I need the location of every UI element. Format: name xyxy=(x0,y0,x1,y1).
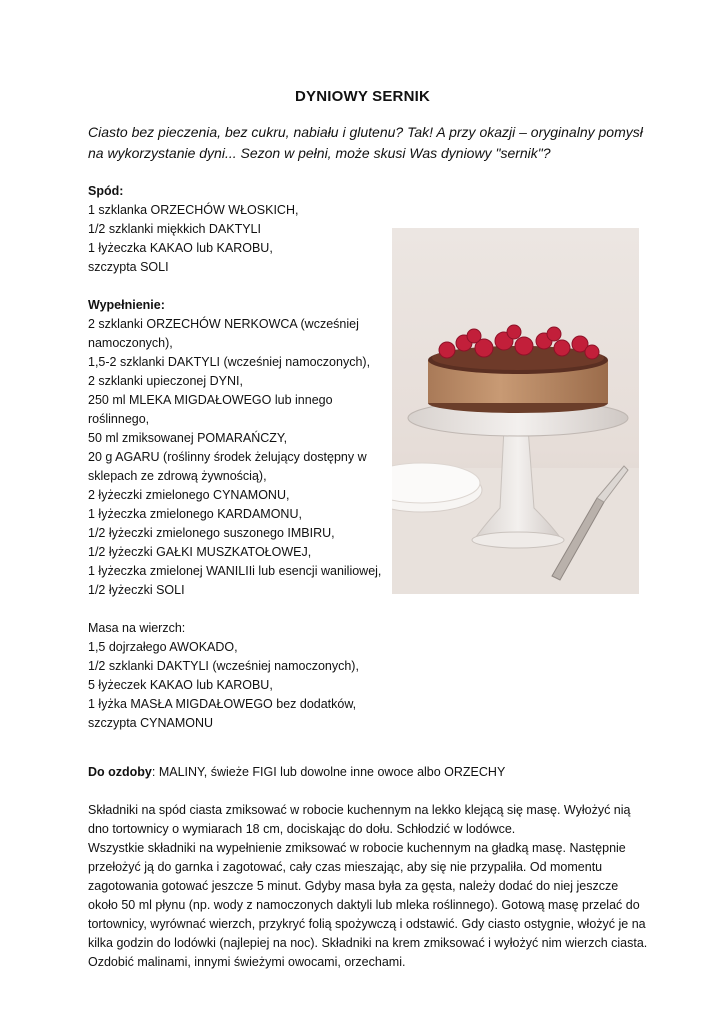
base-item: szczypta SOLI xyxy=(88,260,169,274)
filling-item: 20 g AGARU (roślinny środek żelujący dostępny w sklepach ze zdrową żywnością), xyxy=(88,450,367,483)
decoration-label: Do ozdoby xyxy=(88,765,152,779)
filling-heading: Wypełnienie: xyxy=(88,298,165,312)
base-item: 1/2 szklanki miękkich DAKTYLI xyxy=(88,222,261,236)
base-heading: Spód: xyxy=(88,184,124,198)
cake-photo xyxy=(392,228,639,594)
filling-item: 1 łyżeczka zmielonej WANILIIi lub esencji waniliowej, xyxy=(88,564,382,578)
filling-item: 2 szklanki upieczonej DYNI, xyxy=(88,374,243,388)
filling-item: 50 ml zmiksowanej POMARAŃCZY, xyxy=(88,431,288,445)
filling-item: 1,5-2 szklanki DAKTYLI (wcześniej namoczonych), xyxy=(88,355,371,369)
page-title: DYNIOWY SERNIK xyxy=(294,88,431,105)
topping-item: 1,5 dojrzałego AWOKADO, xyxy=(88,640,238,654)
topping-item: 5 łyżeczek KAKAO lub KAROBU, xyxy=(88,678,273,692)
filling-item: 1/2 łyżeczki zmielonego suszonego IMBIRU, xyxy=(88,526,335,540)
topping-item: 1/2 szklanki DAKTYLI (wcześniej namoczonych), xyxy=(88,659,359,673)
method-paragraph: Składniki na spód ciasta zmiksować w robocie kuchennym na lekko klejącą się masę. Wyłożyć nią dno tortownicy o wymiarach 18 cm, dociskając do dołu. Schłodzić w lodówce. xyxy=(88,803,631,836)
filling-item: 250 ml MLEKA MIGDAŁOWEGO lub innego roślinnego, xyxy=(88,393,333,426)
decoration-text: : MALINY, świeże FIGI lub dowolne inne owoce albo ORZECHY xyxy=(151,765,506,779)
method-paragraph: Wszystkie składniki na wypełnienie zmiksować w robocie kuchennym na gładką masę. Następnie przełożyć ją do garnka i zagotować, cały czas mieszając, aby się nie przypaliła. Od momentu zagotowania gotować jeszcze 5 minut. Gdyby masa była za gęsta, należy dodać do niej jeszcze około 50 ml płynu (np. wody z namoczonych daktyli lub mleka roślinnego). Gotową masę przelać do tortownicy, wyrównać wierzch, przykryć folią spożywczą i odstawić. Gdy ciasto ostygnie, włożyć je na kilka godzin do lodówki (najlepiej na noc). Składniki na krem zmiksować i wyłożyć nim wierzch ciasta. Ozdobić malinami, innymi świeżymi owocami, orzechami. xyxy=(88,841,648,969)
filling-item: 1 łyżeczka zmielonego KARDAMONU, xyxy=(88,507,302,521)
filling-item: 1/2 łyżeczki GAŁKI MUSZKATOŁOWEJ, xyxy=(88,545,312,559)
decoration-line xyxy=(88,763,648,782)
filling-item: 2 łyżeczki zmielonego CYNAMONU, xyxy=(88,488,290,502)
base-item: 1 szklanka ORZECHÓW WŁOSKICH, xyxy=(88,203,299,217)
filling-item: 2 szklanki ORZECHÓW NERKOWCA (wcześniej namoczonych), xyxy=(88,317,359,350)
intro-text: Ciasto bez pieczenia, bez cukru, nabiału i glutenu? Tak! A przy okazji – oryginalny pomysł na wykorzystanie dyni... Sezon w pełni, może skusi Was dyniowy "sernik"? xyxy=(88,124,643,161)
topping-heading: Masa na wierzch: xyxy=(88,621,186,635)
topping-item: 1 łyżka MASŁA MIGDAŁOWEGO bez dodatków, xyxy=(88,697,357,711)
ingredients-column xyxy=(88,182,388,733)
base-item: 1 łyżeczka KAKAO lub KAROBU, xyxy=(88,241,273,255)
topping-item: szczypta CYNAMONU xyxy=(88,716,214,730)
method-section xyxy=(88,763,648,972)
filling-item: 1/2 łyżeczki SOLI xyxy=(88,583,185,597)
